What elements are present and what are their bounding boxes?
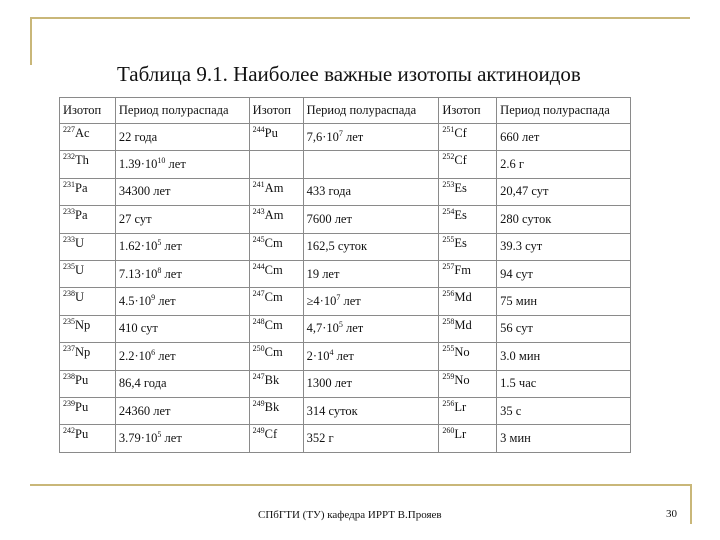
mass-number: 231 — [63, 179, 75, 189]
mass-number: 259 — [442, 371, 455, 381]
half-life-cell: 314 суток — [303, 397, 439, 424]
isotope-cell — [249, 288, 303, 315]
element-symbol: Cf — [454, 153, 467, 168]
half-life-exponent: 5 — [157, 429, 162, 439]
half-life-cell: 24360 лет — [115, 397, 249, 424]
mass-number: 238 — [63, 289, 75, 299]
mass-number: 254 — [442, 207, 455, 217]
half-life-exponent: 6 — [151, 347, 156, 357]
half-life-cell — [303, 288, 439, 315]
decorative-bottom-line — [30, 484, 692, 486]
half-life-cell: 1300 лет — [303, 370, 439, 397]
half-life-unit: лет — [342, 129, 364, 144]
half-life-cell — [303, 124, 439, 151]
half-life-cell: 433 года — [303, 178, 439, 205]
mass-number: 233 — [63, 207, 75, 217]
half-life-exponent: 5 — [338, 320, 343, 330]
half-life-base: 1.39·10 — [118, 157, 158, 172]
mass-number: 250 — [252, 344, 265, 354]
element-symbol: Es — [454, 235, 467, 250]
decorative-right-line — [690, 484, 692, 524]
element-symbol: Lr — [454, 399, 467, 414]
mass-number: 260 — [442, 426, 455, 436]
element-symbol: Pa — [75, 208, 88, 223]
isotope-cell — [249, 206, 303, 233]
isotope-cell — [60, 124, 116, 151]
mass-number: 247 — [252, 371, 265, 381]
half-life-cell: 7600 лет — [303, 206, 439, 233]
half-life-cell: 75 мин — [497, 288, 631, 315]
mass-number: 258 — [442, 316, 455, 326]
mass-number: 256 — [442, 398, 455, 408]
half-life-exponent: 7 — [338, 128, 343, 138]
half-life-base: 7.13·10 — [118, 266, 158, 281]
half-life-cell — [115, 425, 249, 452]
mass-number: 239 — [63, 398, 75, 408]
half-life-unit: лет — [165, 157, 186, 172]
half-life-cell: 20,47 сут — [497, 178, 631, 205]
mass-number: 252 — [442, 152, 455, 162]
mass-number: 255 — [442, 234, 455, 244]
isotope-cell — [439, 288, 497, 315]
header-half-life: Период полураспада — [115, 98, 249, 124]
element-symbol: Lr — [454, 427, 467, 442]
mass-number: 256 — [442, 289, 455, 299]
table-row — [60, 206, 631, 233]
isotope-cell — [439, 233, 497, 260]
table-row — [60, 124, 631, 151]
isotope-cell — [60, 151, 116, 178]
mass-number: 243 — [252, 207, 265, 217]
element-symbol: Fm — [454, 262, 472, 277]
half-life-base: ≥4·10 — [306, 294, 337, 309]
element-symbol: Np — [75, 345, 91, 360]
table-row — [60, 343, 631, 370]
isotope-cell — [60, 315, 116, 342]
half-life-cell: 86,4 года — [115, 370, 249, 397]
isotope-cell — [439, 178, 497, 205]
mass-number: 233 — [63, 234, 75, 244]
element-symbol: No — [454, 345, 470, 360]
table-row — [60, 151, 631, 178]
element-symbol: Pu — [75, 399, 89, 414]
isotope-cell — [60, 178, 116, 205]
isotope-cell — [249, 151, 303, 178]
isotope-cell — [249, 397, 303, 424]
isotope-cell — [439, 124, 497, 151]
header-half-life: Период полураспада — [303, 98, 439, 124]
mass-number: 247 — [252, 289, 265, 299]
element-symbol: No — [454, 372, 470, 387]
half-life-exponent: 4 — [329, 347, 334, 357]
mass-number: 249 — [252, 426, 265, 436]
element-symbol: Bk — [264, 399, 280, 414]
half-life-cell: 660 лет — [497, 124, 631, 151]
half-life-cell: 22 года — [115, 124, 249, 151]
element-symbol: Am — [264, 180, 284, 195]
isotope-cell — [439, 343, 497, 370]
decorative-left-line — [30, 17, 32, 65]
isotope-cell — [249, 124, 303, 151]
isotope-cell — [439, 315, 497, 342]
element-symbol: Cm — [264, 235, 283, 250]
element-symbol: Cm — [264, 290, 283, 305]
half-life-cell: 39.3 сут — [497, 233, 631, 260]
half-life-unit: лет — [340, 294, 361, 309]
half-life-cell: 352 г — [303, 425, 439, 452]
element-symbol: U — [75, 290, 85, 305]
element-symbol: Pu — [264, 126, 278, 140]
half-life-unit: лет — [161, 266, 182, 281]
element-symbol: Pa — [75, 180, 88, 195]
half-life-unit: лет — [342, 321, 364, 336]
mass-number: 241 — [252, 179, 265, 189]
half-life-cell — [303, 343, 439, 370]
half-life-exponent: 10 — [157, 156, 166, 166]
isotope-cell — [60, 206, 116, 233]
half-life-cell: 94 сут — [497, 260, 631, 287]
header-isotope: Изотоп — [60, 98, 116, 124]
half-life-unit: лет — [161, 430, 182, 445]
isotope-cell — [439, 206, 497, 233]
mass-number: 232 — [63, 152, 75, 162]
element-symbol: Es — [454, 180, 467, 195]
isotope-cell — [60, 260, 116, 287]
mass-number: 257 — [442, 261, 455, 271]
isotope-cell — [439, 397, 497, 424]
mass-number: 248 — [252, 316, 265, 326]
mass-number: 235 — [63, 316, 75, 326]
mass-number: 245 — [252, 234, 265, 244]
element-symbol: Bk — [264, 372, 280, 387]
element-symbol: Am — [264, 208, 284, 223]
half-life-exponent: 8 — [157, 265, 162, 275]
mass-number: 251 — [442, 125, 455, 134]
isotope-cell — [249, 233, 303, 260]
isotope-cell — [249, 425, 303, 452]
half-life-cell — [115, 151, 249, 178]
header-half-life: Период полураспада — [497, 98, 631, 124]
half-life-unit: лет — [155, 294, 176, 309]
element-symbol: Pu — [75, 427, 89, 442]
table-row — [60, 178, 631, 205]
mass-number: 244 — [252, 125, 265, 134]
isotopes-table — [59, 97, 631, 453]
element-symbol: Md — [454, 290, 472, 305]
half-life-cell: 3 мин — [497, 425, 631, 452]
table-row — [60, 397, 631, 424]
mass-number: 255 — [442, 344, 455, 354]
mass-number: 237 — [63, 344, 75, 354]
element-symbol: U — [75, 262, 85, 277]
element-symbol: U — [75, 235, 85, 250]
half-life-cell: 34300 лет — [115, 178, 249, 205]
isotope-cell — [249, 260, 303, 287]
element-symbol: Cm — [264, 317, 283, 332]
half-life-cell — [303, 315, 439, 342]
isotope-cell — [60, 370, 116, 397]
element-symbol: Cm — [264, 345, 283, 360]
table-row — [60, 370, 631, 397]
isotope-cell — [439, 151, 497, 178]
element-symbol: Cf — [454, 126, 467, 140]
footer-text: СПбГТИ (ТУ) кафедра ИРРТ В.Прояев — [258, 509, 442, 521]
mass-number: 227 — [63, 125, 75, 134]
isotope-cell — [60, 343, 116, 370]
half-life-cell: 2.6 г — [497, 151, 631, 178]
half-life-base: 4.5·10 — [118, 294, 152, 309]
element-symbol: Es — [454, 208, 467, 223]
isotope-cell — [60, 397, 116, 424]
half-life-cell: 410 сут — [115, 315, 249, 342]
half-life-cell: 19 лет — [303, 260, 439, 287]
half-life-cell — [303, 151, 439, 178]
half-life-unit: лет — [333, 348, 354, 363]
half-life-exponent: 9 — [151, 293, 156, 303]
half-life-cell: 35 с — [497, 397, 631, 424]
element-symbol: Pu — [75, 372, 89, 387]
mass-number: 244 — [252, 261, 265, 271]
half-life-exponent: 7 — [336, 293, 341, 303]
element-symbol: Ac — [75, 126, 90, 140]
isotope-cell — [439, 370, 497, 397]
mass-number: 253 — [442, 179, 455, 189]
table-row — [60, 260, 631, 287]
isotope-cell — [439, 425, 497, 452]
header-isotope: Изотоп — [249, 98, 303, 124]
half-life-cell — [115, 260, 249, 287]
element-symbol: Cm — [264, 262, 283, 277]
table-row — [60, 233, 631, 260]
table-header-row — [60, 98, 631, 124]
mass-number: 238 — [63, 371, 75, 381]
half-life-base: 1.62·10 — [118, 239, 158, 254]
half-life-cell — [115, 343, 249, 370]
half-life-cell — [115, 288, 249, 315]
element-symbol: Th — [75, 153, 89, 168]
half-life-cell: 56 сут — [497, 315, 631, 342]
half-life-cell: 1.5 час — [497, 370, 631, 397]
half-life-base: 4,7·10 — [306, 321, 339, 336]
half-life-exponent: 5 — [157, 238, 162, 248]
isotope-cell — [60, 288, 116, 315]
element-symbol: Md — [454, 317, 472, 332]
half-life-cell: 162,5 суток — [303, 233, 439, 260]
half-life-cell: 280 суток — [497, 206, 631, 233]
isotope-cell — [249, 370, 303, 397]
half-life-unit: лет — [155, 348, 176, 363]
isotope-cell — [60, 233, 116, 260]
page-title: Таблица 9.1. Наиболее важные изотопы актиноидов — [117, 62, 581, 86]
mass-number: 242 — [63, 426, 75, 436]
half-life-cell: 27 сут — [115, 206, 249, 233]
isotope-cell — [249, 178, 303, 205]
mass-number: 249 — [252, 398, 265, 408]
decorative-top-line — [30, 17, 690, 19]
half-life-cell — [115, 233, 249, 260]
isotope-cell — [60, 425, 116, 452]
element-symbol: Cf — [264, 427, 278, 442]
isotope-cell — [249, 343, 303, 370]
half-life-cell: 3.0 мин — [497, 343, 631, 370]
isotope-cell — [439, 260, 497, 287]
table-row — [60, 315, 631, 342]
isotope-cell — [249, 315, 303, 342]
mass-number: 235 — [63, 261, 75, 271]
half-life-base: 2·10 — [306, 348, 330, 363]
table-row — [60, 425, 631, 452]
half-life-base: 3.79·10 — [118, 430, 158, 445]
table-row — [60, 288, 631, 315]
half-life-base: 2.2·10 — [118, 348, 152, 363]
page-number: 30 — [666, 508, 677, 520]
half-life-base: 7,6·10 — [306, 129, 339, 144]
half-life-unit: лет — [161, 239, 182, 254]
header-isotope: Изотоп — [439, 98, 497, 124]
element-symbol: Np — [75, 317, 91, 332]
